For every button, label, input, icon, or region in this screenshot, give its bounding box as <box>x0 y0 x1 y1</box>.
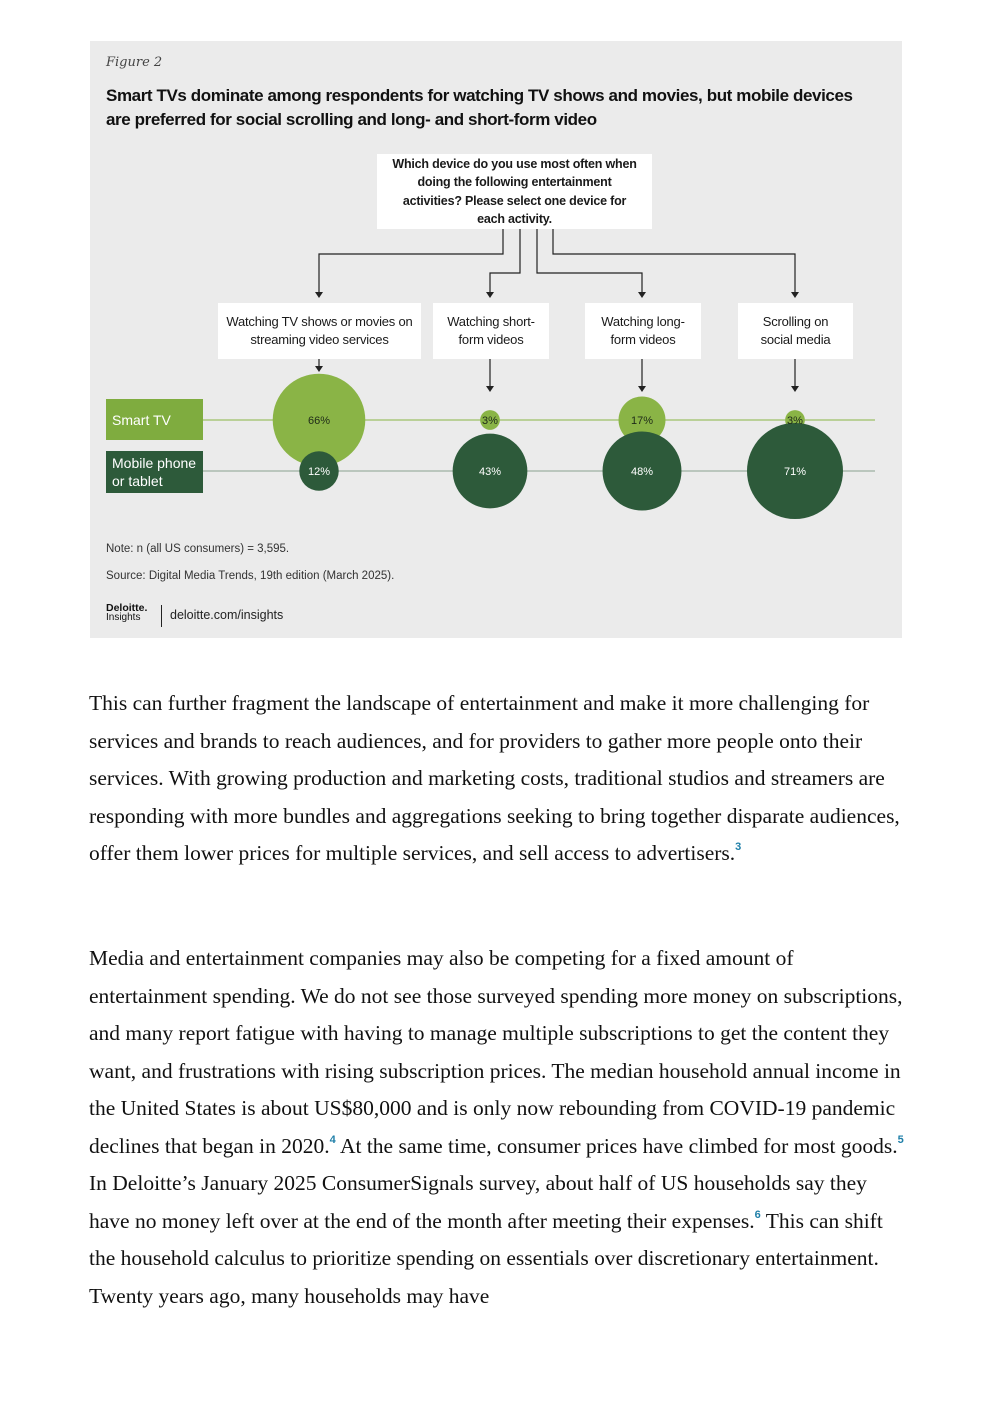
connector-1 <box>490 229 520 294</box>
figure-source: Source: Digital Media Trends, 19th edition (March 2025). <box>106 570 395 582</box>
activity-label-short-form: Watching short-form videos <box>433 303 549 359</box>
bubble-label-mobile-2: 48% <box>630 466 654 478</box>
body-paragraph-1 <box>89 685 904 873</box>
row-label-mobile: Mobile phone or tablet <box>106 451 203 493</box>
down-arrow-2 <box>638 386 646 392</box>
body-paragraph-2 <box>89 940 904 1315</box>
figure-panel <box>90 41 902 638</box>
brand-sub: Insights <box>106 612 141 623</box>
figure-note: Note: n (all US consumers) = 3,595. <box>106 543 290 555</box>
survey-question: Which device do you use most often when doing the following entertainment activities? Please select one device for each activity. <box>377 154 652 229</box>
connector-arrow-1 <box>486 292 494 298</box>
para2-s4: This can shift the household calculus to prioritize spending on essentials over discretionary entertainment. Twenty years ago, many households may have <box>89 1208 883 1308</box>
bubble-label-smart-tv-2: 17% <box>630 415 654 427</box>
para2-s2: At the same time, consumer prices have climbed for most goods. <box>335 1133 898 1158</box>
connector-arrow-2 <box>638 292 646 298</box>
down-arrow-0 <box>315 366 323 372</box>
para2-s1: Media and entertainment companies may also be competing for a fixed amount of entertainment spending. We do not see those surveyed spending more money on subscriptions, and many report fatigue with having to manage multiple subscriptions to get the content they want, and frustrations with rising subscription prices. The median household annual income in the United States is about US$80,000 and is only now rebounding from COVID-19 pandemic declines that began in 2020. <box>89 946 903 1158</box>
connector-3 <box>553 229 795 294</box>
para2-s3: In Deloitte’s January 2025 ConsumerSignals survey, about half of US households say they have no money left over at the end of the month after meeting their expenses. <box>89 1171 867 1233</box>
down-arrow-3 <box>791 386 799 392</box>
figure-title: Smart TVs dominate among respondents for watching TV shows and movies, but mobile devices are preferred for social scrolling and long- and short-form video <box>106 86 853 129</box>
row-label-smart-tv: Smart TV <box>106 399 203 440</box>
connector-arrow-3 <box>791 292 799 298</box>
footnote-5[interactable]: 5 <box>897 1133 904 1146</box>
bubble-label-smart-tv-1: 3% <box>482 415 498 427</box>
bubbles <box>273 374 843 519</box>
deloitte-logo <box>106 603 147 623</box>
down-arrow-1 <box>486 386 494 392</box>
bubble-label-mobile-3: 71% <box>783 466 807 478</box>
bubble-label-mobile-1: 43% <box>478 466 502 478</box>
para1-text: This can further fragment the landscape of entertainment and make it more challenging for services and brands to reach audiences, and for providers to gather more people onto their services. With growing production and marketing costs, traditional studios and streamers are responding with more bundles and aggregations seeking to bring together disparate audiences, offer them lower prices for multiple services, and sell access to advertisers. <box>89 691 900 865</box>
connector-0 <box>319 229 503 294</box>
activity-label-streaming: Watching TV shows or movies on streaming video services <box>218 303 421 359</box>
footnote-4[interactable]: 4 <box>329 1133 336 1146</box>
activity-label-social: Scrolling on social media <box>738 303 853 359</box>
bubble-label-smart-tv-3: 3% <box>787 415 803 427</box>
activity-label-long-form: Watching long-form videos <box>585 303 701 359</box>
brand-divider <box>161 605 162 627</box>
connector-arrow-0 <box>315 292 323 298</box>
brand-url: deloitte.com/insights <box>170 608 284 622</box>
footnote-3[interactable]: 3 <box>735 841 742 853</box>
bubble-label-mobile-0: 12% <box>307 466 331 478</box>
brand-name: Deloitte. <box>106 602 148 614</box>
footnote-6[interactable]: 6 <box>754 1208 761 1221</box>
bubble-label-smart-tv-0: 66% <box>307 415 331 427</box>
figure-label: Figure 2 <box>106 55 163 70</box>
